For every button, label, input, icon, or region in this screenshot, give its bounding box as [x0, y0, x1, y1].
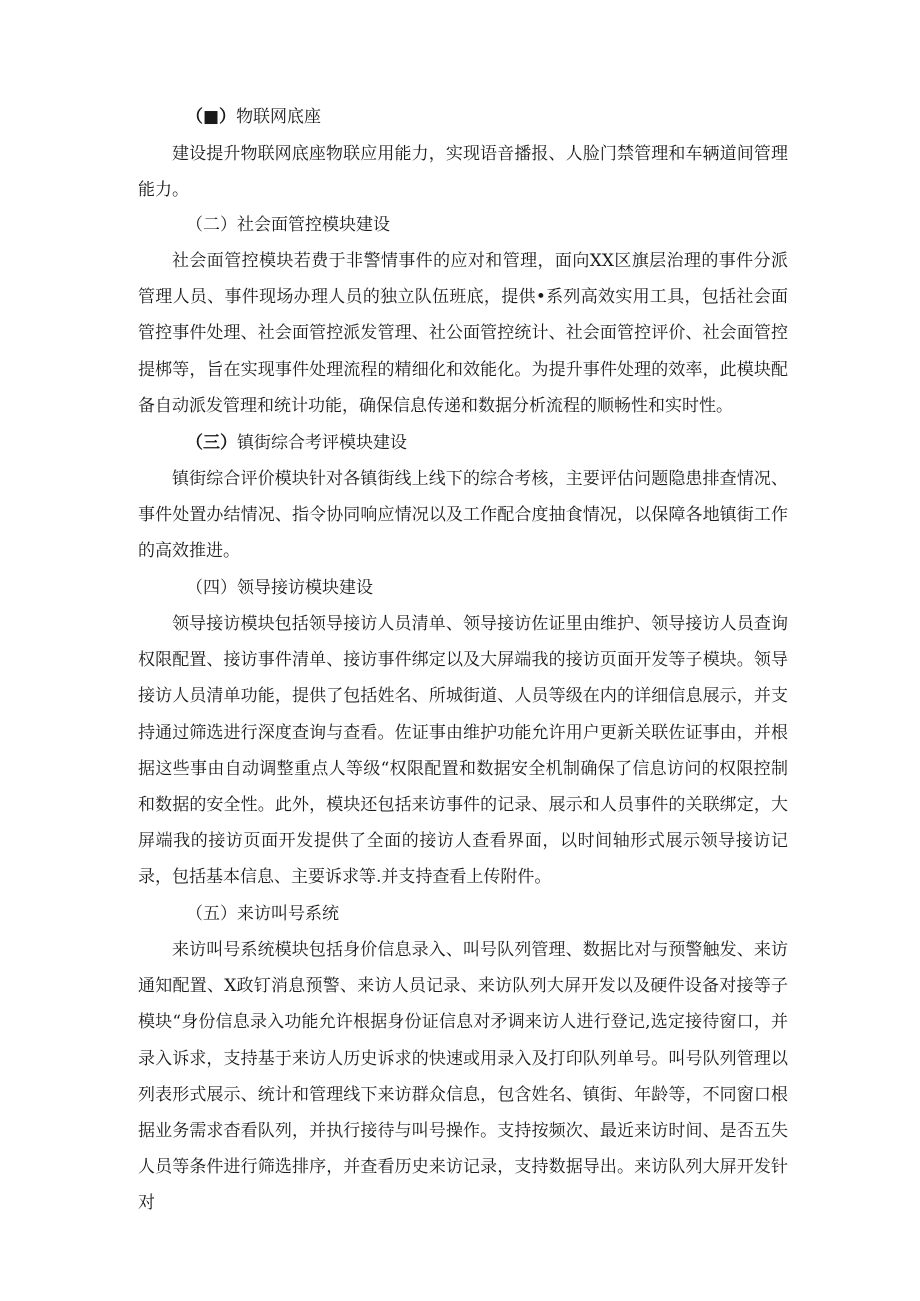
section-title-3: 镇街综合考评模块建设 [237, 433, 407, 453]
section-number-2: （二） [186, 215, 237, 235]
section-title-5: 来访叫号系统 [237, 904, 339, 924]
section-heading-5 [186, 904, 339, 924]
section-title-2: 社会面管控模块建设 [237, 215, 390, 235]
section-number-3: （三） [186, 433, 237, 453]
section-title-4: 领导接访模块建设 [237, 578, 373, 598]
section-heading-1 [186, 107, 321, 127]
section-title-1: 物联网底座 [236, 107, 322, 127]
section-paragraph-5: 来访叫号系统模块包括身价信息录入、叫号队列管理、数据比对与预警触发、来访通知配置、X政钉消息预警、来访人员记录、来访队列大屏开发以及硬件设备对接等子模块“身份信息录入功能允许根据身份证信息对矛调来访人进行登记,选定接待窗口，并录入诉求，支持基于来访人历史诉求的快速或用录入及打印队列单号。叫号队列管理以列表形式展示、统计和管理线下来访群众信息，包含姓名、镇街、年龄等，不同窗口根据业务需求杳看队列，并执行接待与叫号操作。支持按频次、最近来访时间、是否五失人员等条件进行筛选排序，并查看历史来访记录，支持数据导出。来访队列大屏开发针对 [138, 940, 788, 1214]
section-heading-2 [186, 215, 390, 235]
section-paragraph-4: 领导接访模块包括领导接访人员清单、领导接访佐证里由维护、领导接访人员查询权限配置、接访事件清单、接访事件绑定以及大屏端我的接访页面开发等子模块。领导接访人员清单功能，提供了包括姓名、所城街道、人员等级在内的详细信息展示，并支持通过筛选进行深度查询与查看。佐证事由维护功能允许用户更新关联佐证事由，并根据这些事由自动调整重点人等级“权限配置和数据安全机制确保了信息访问的权限控制和数据的安全性。此外，模块还包括来访事件的记录、展示和人员事件的关联绑定，大屏端我的接访页面开发提供了全面的接访人查看界面，以时间轴形式展示领导接访记录，包括基本信息、主要诉求等.并支持查看上传附件。 [138, 614, 788, 888]
section-number-5: （五） [186, 904, 237, 924]
section-paragraph-1: 建设提升物联网底座物联应用能力，实现语音播报、人脸门禁管理和车辆道间管理能力。 [138, 144, 788, 201]
section-paragraph-3: 镇街综合评价模块针对各镇街线上线下的综合考核，主要评估问题隐患排查情况、事件处置办结情况、指令协同响应情况以及工作配合度抽食情况，以保障各地镇街工作的高效推进。 [138, 469, 788, 562]
section-number-1: （■） [186, 107, 237, 127]
section-heading-4 [186, 578, 373, 598]
section-number-4: （四） [186, 578, 237, 598]
section-paragraph-2: 社会面管控模块若费于非警情事件的应对和管理，面向XX区旗层治理的事件分派管理人员、事件现场办理人员的独立队伍班底，提供•系列高效实用工具，包括社会面管控事件处理、社会面管控派发管理、社公面管控统计、社会面管控评价、社会面管控提梆等，旨在实现事件处理流程的精细化和效能化。为提升事件处理的效率，此模块配备自动派发管理和统计功能，确保信息传递和数据分析流程的顺畅性和实时性。 [138, 251, 788, 416]
section-heading-3 [186, 433, 407, 453]
